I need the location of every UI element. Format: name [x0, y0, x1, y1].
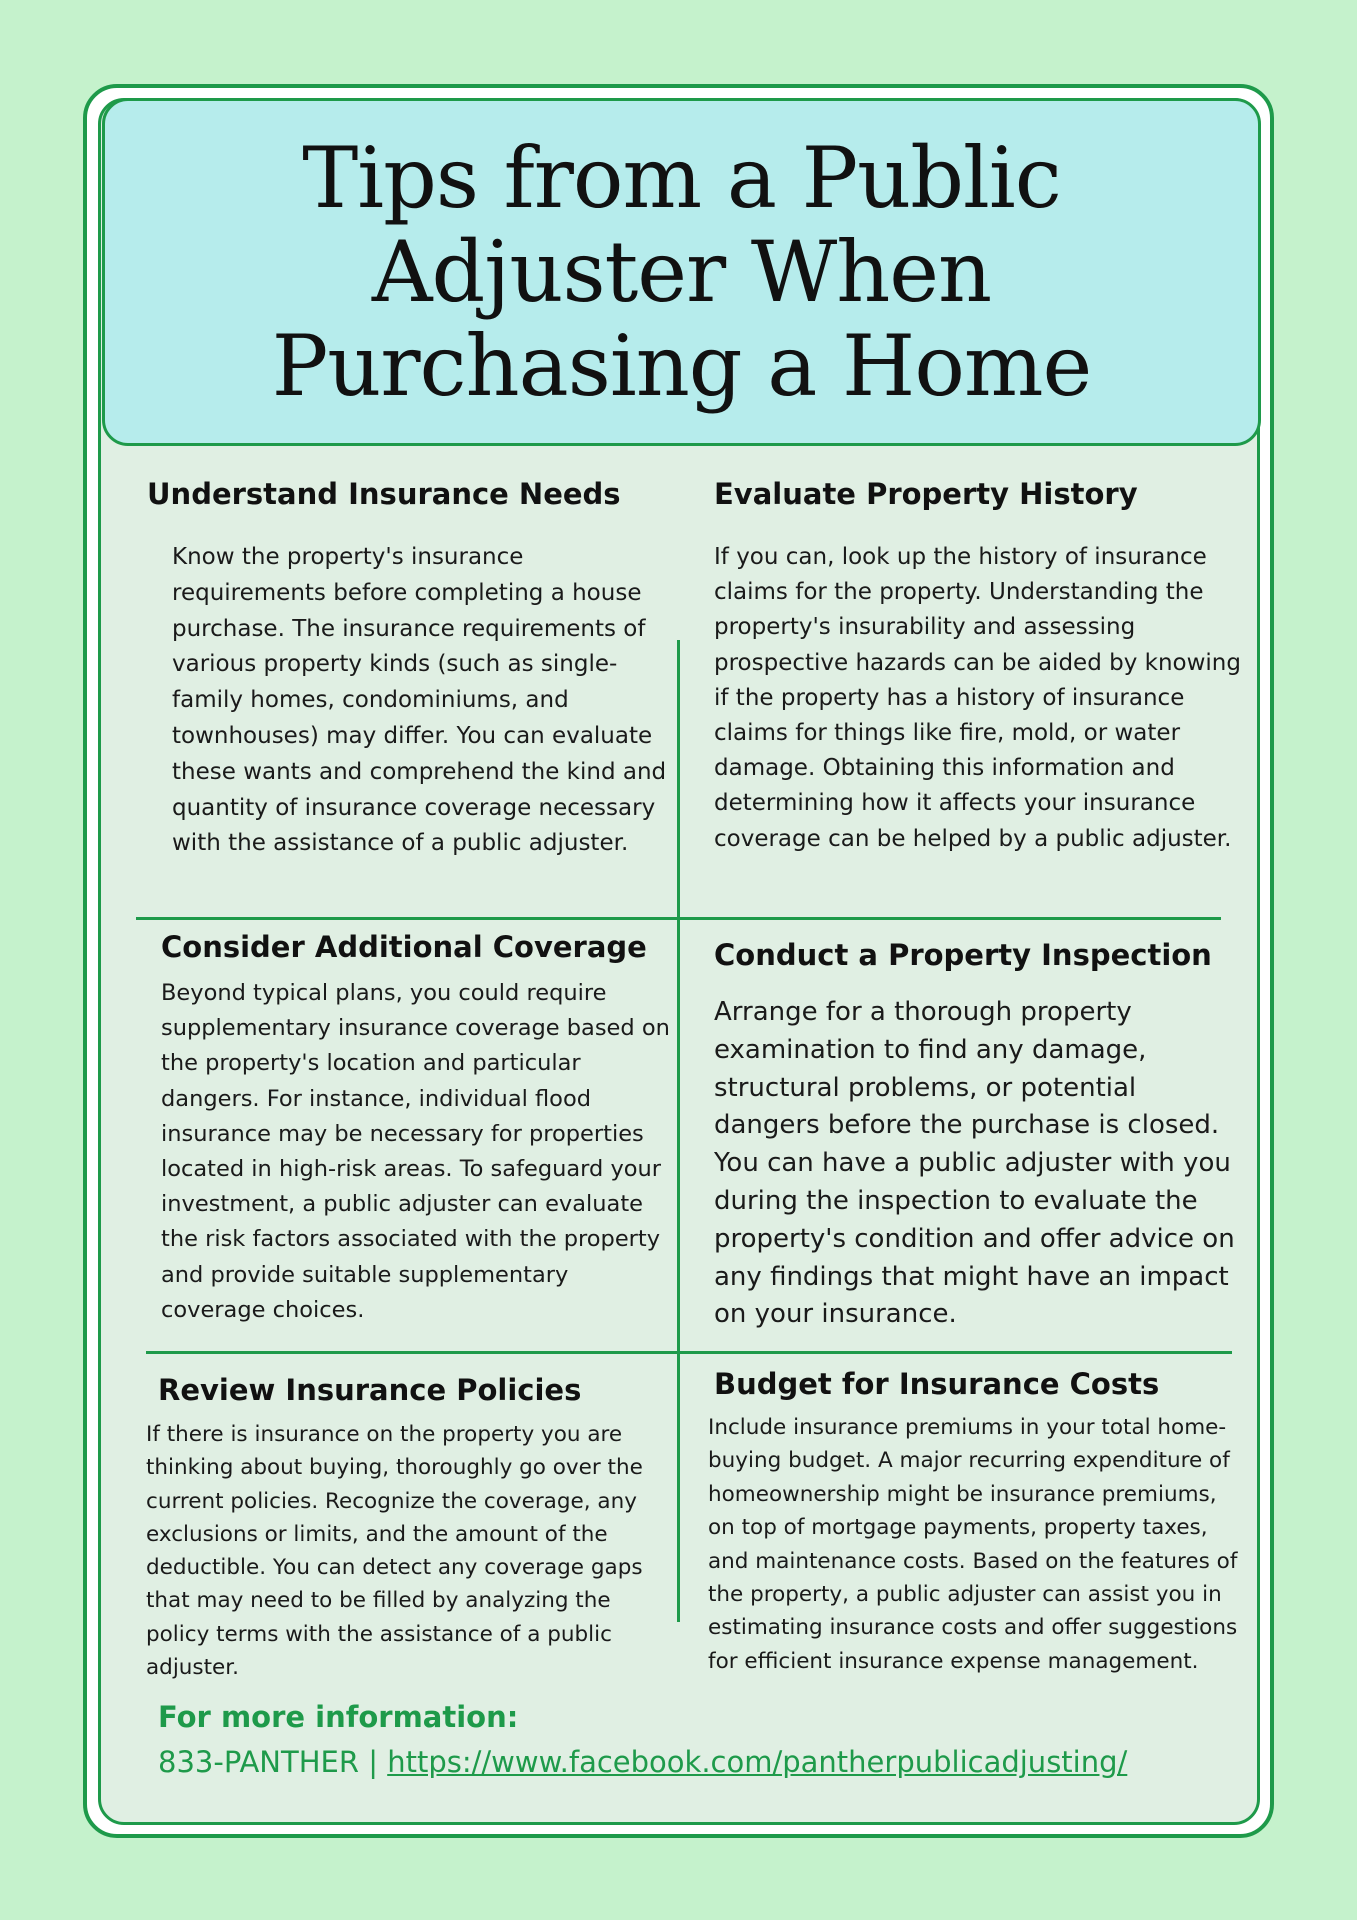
column-divider-upper — [677, 640, 680, 920]
facebook-link[interactable]: https://www.facebook.com/pantherpublicadjusting/ — [387, 1745, 1128, 1779]
section-body-property-history: If you can, look up the history of insurance claims for the property. Understanding the property's insurability and assessing prospective hazards can be aided by knowing if the property has a history of insurance claims for things like fire, mold, or water damage. Obtaining this information and determining how it affects your insurance coverage can be helped by a public adjuster. — [714, 544, 1241, 852]
row-divider-1 — [136, 917, 1221, 920]
footer-phone: 833-PANTHER — [158, 1745, 359, 1779]
section-heading-additional-coverage: Consider Additional Coverage — [161, 930, 647, 964]
page-title: Tips from a Public Adjuster When Purchasing a Home — [271, 129, 1092, 415]
section-heading-insurance-needs: Understand Insurance Needs — [147, 477, 621, 511]
section-heading-review-policies: Review Insurance Policies — [158, 1373, 582, 1407]
column-divider-middle — [677, 918, 680, 1352]
section-body-property-inspection: Arrange for a thorough property examination to find any damage, structural problems, or potential dangers before the purchase is closed. You can have a public adjuster with you during the inspection to evaluate the property's condition and offer advice on any findings that might have an impact on your insurance. — [714, 997, 1235, 1330]
footer-label: For more information: — [158, 1700, 519, 1734]
section-heading-property-history: Evaluate Property History — [714, 477, 1138, 511]
title-panel — [102, 98, 1261, 446]
section-body-insurance-needs: Know the property's insurance requirements before completing a house purchase. The insurance requirements of various property kinds (such as single-family homes, condominiums, and townhouses) may differ. You can evaluate these wants and comprehend the kind and quantity of insurance coverage necessary with the assistance of a public adjuster. — [172, 544, 667, 857]
section-heading-budget-costs: Budget for Insurance Costs — [714, 1367, 1160, 1401]
section-body-budget-costs: Include insurance premiums in your total home-buying budget. A major recurring expenditure of homeownership might be insurance premiums, on top of mortgage payments, property taxes, and maintenance costs. Based on the features of the property, a public adjuster can assist you in estimating insurance costs and offer suggestions for efficient insurance expense management. — [708, 1415, 1238, 1674]
row-divider-2 — [146, 1351, 1232, 1354]
section-body-review-policies: If there is insurance on the property you are thinking about buying, thoroughly go over the current policies. Recognize the coverage, any exclusions or limits, and the amount of the deductible. You can detect any coverage gaps that may need to be filled by analyzing the policy terms with the assistance of a public adjuster. — [146, 1422, 643, 1681]
footer-contact — [158, 1745, 1127, 1779]
section-heading-property-inspection: Conduct a Property Inspection — [714, 938, 1212, 972]
footer-separator: | — [358, 1745, 388, 1779]
section-body-additional-coverage: Beyond typical plans, you could require supplementary insurance coverage based on the property's location and particular dangers. For instance, individual flood insurance may be necessary for properties located in high-risk areas. To safeguard your investment, a public adjuster can evaluate the risk factors associated with the property and provide suitable supplementary coverage choices. — [161, 980, 670, 1323]
column-divider-lower — [677, 1352, 680, 1622]
